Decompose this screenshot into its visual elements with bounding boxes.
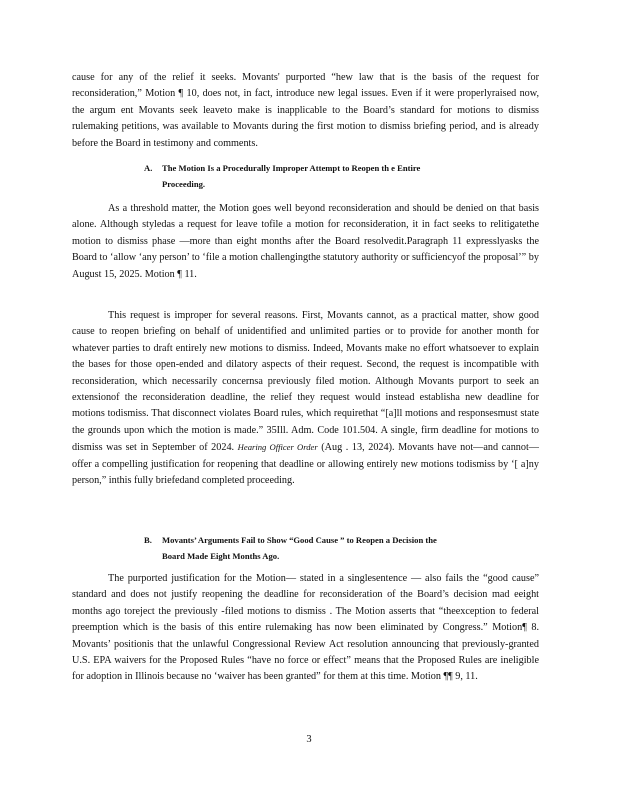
paragraph-request-improper-text-end: (Aug . 13, 2024). Movants have not—and cannot—offer a compelling justification for reopening that deadline or allowing entirely new motions todismiss by ‘[ a]ny person,” inthis fully briefedand completed proceeding. (72, 442, 539, 487)
section-heading-b-line1: Movants’ Arguments Fail to Show “Good Cause ” to Reopen a Decision the (162, 535, 437, 545)
section-heading-b (144, 532, 538, 565)
paragraph-good-cause-intro: cause for any of the relief it seeks. Movants' purported “hew law that is the basis of the request for reconsideration,” Motion ¶ 10, does not, in fact, introduce new legal issues. Even if it were properlyraised now, the argum ent Movants seek leaveto make is inapplicable to the Board’s standard for motions to dismiss rulemaking petitions, was available to Movants during the first motion to dismiss briefing period, and is already before the Board in testimony and comments. (72, 72, 539, 149)
section-heading-a-letter: A. (144, 163, 153, 173)
page-number: 3 (306, 734, 312, 745)
section-heading-a-line1: The Motion Is a Procedurally Improper Attempt to Reopen th e Entire (162, 163, 421, 173)
section-heading-a-line2: Proceeding. (162, 179, 206, 190)
paragraph-request-improper-text: This request is improper for several reasons. First, Movants cannot, as a practical matter, show good cause to reopen briefing on behalf of unidentified and unlimited parties or to provide for another month for whatever parties to draft entirely new motions to dismiss. Indeed, Movants make no effort whatsoever to explain the bases for those open-ended and dilatory aspects of their request. Second, the request is incompatible with reconsideration, which necessarily concernsa previously filed motion. Although Movants purport to seek an extensionof the reconsideration deadline, the relief they request would instead establisha new deadline for motions todismiss. That disconnect violates Board rules, which requirethat “[a]ll motions and responsesmust state the grounds upon which the motion is made.” 35Ill. Adm. Code 101.504. A single, firm deadline for motions to dismiss was set in September of 2024. (72, 310, 539, 454)
section-heading-a (144, 160, 538, 193)
section-heading-b-line2: Board Made Eight Months Ago. (162, 551, 280, 562)
section-heading-b-letter: B. (144, 535, 152, 545)
paragraph-request-improper (72, 308, 539, 489)
hearing-officer-order-citation: Hearing Officer Order (237, 442, 318, 453)
paragraph-purported-justification: The purported justification for the Motion— stated in a singlesentence — also fails the “good cause” standard and does not justify reopening the deadline for reconsideration of the Board’s decision mad eeight months ago toreject the previously -filed motions to dismiss . The Motion asserts that “theexception to federal preemption which is the basis of this entire rulemaking has now been eliminated by Congress.” Motion¶ 8. Movants’ positionis that the unlawful Congressional Review Act resolution announcing that previously-granted U.S. EPA waivers for the Proposed Rules “have no force or effect” means that the Proposed Rules are ineligible for adoption in Illinois because no ‘waiver has been granted” for them at this time. Motion ¶¶ 9, 11. (72, 573, 539, 683)
paragraph-threshold-matter: As a threshold matter, the Motion goes well beyond reconsideration and should be denied on that basis alone. Although styledas a request for leave tofile a motion for reconsideration, it in fact seeks to relitigatethe motion to dismiss phase —more than eight months after the Board resolvedit.Paragraph 11 expresslyasks the Board to ‘allow ‘any person’ to ‘file a motion challengingthe statutory authority or sufficiencyof the proposal’” by August 15, 2025. Motion ¶ 11. (72, 203, 539, 280)
